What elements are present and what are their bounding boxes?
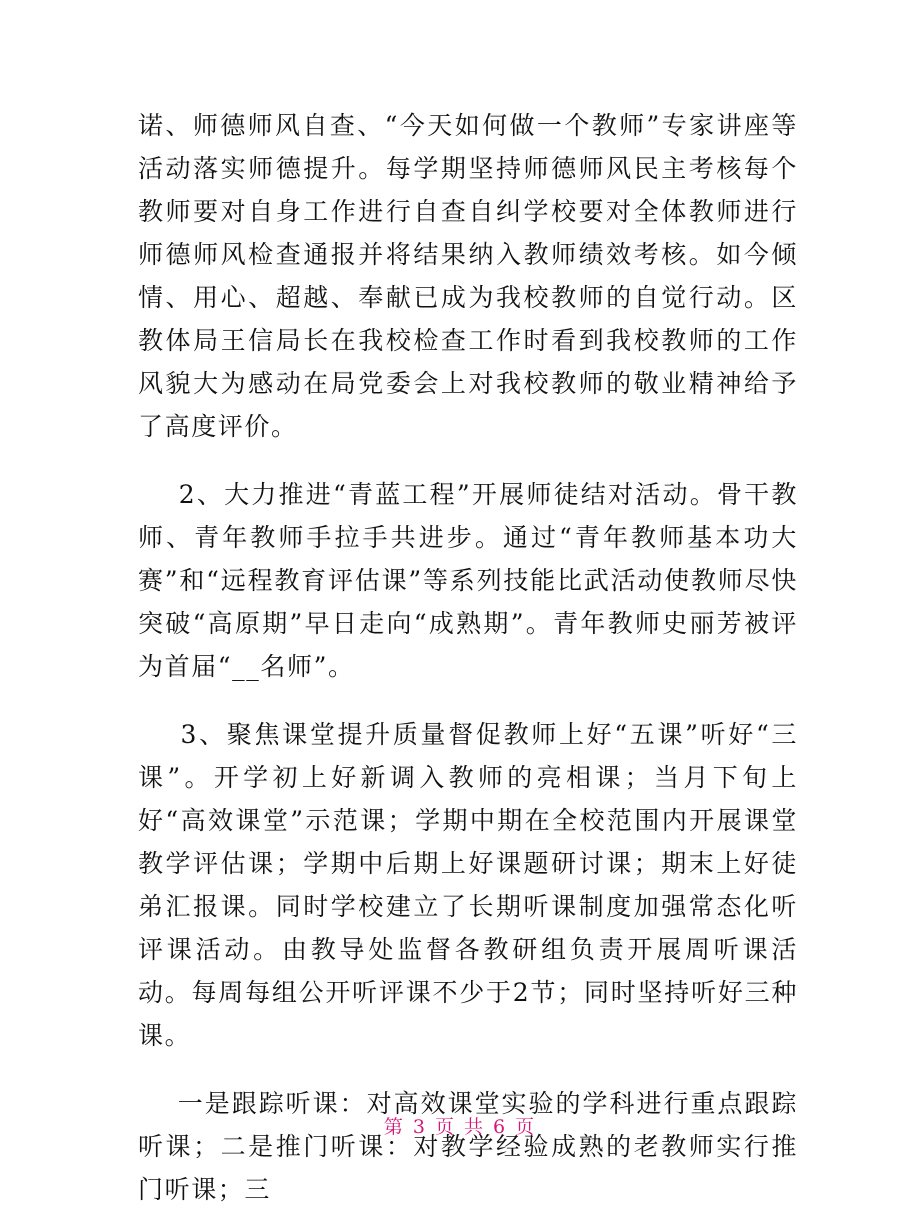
paragraph-4: 一是跟踪听课：对高效课堂实验的学科进行重点跟踪听课；二是推门听课：对教学经验成熟的老教师实行推门听课；三 bbox=[138, 1089, 798, 1204]
document-body bbox=[138, 104, 798, 1211]
paragraph-2: 2、大力推进“青蓝工程”开展师徒结对活动。骨干教师、青年教师手拉手共进步。通过“青年教师基本功大赛”和“远程教育评估课”等系列技能比武活动使教师尽快突破“高原期”早日走向“成熟期”。青年教师史丽芳被评为首届“__名师”。 bbox=[138, 480, 799, 681]
paragraph-1: 诺、师德师风自查、“今天如何做一个教师”专家讲座等活动落实师德提升。每学期坚持师德师风民主考核每个教师要对自身工作进行自查自纠学校要对全体教师进行师德师风检查通报并将结果纳入教师绩效考核。如今倾情、用心、超越、奉献已成为我校教师的自觉行动。区教体局王信局长在我校检查工作时看到我校教师的工作风貌大为感动在局党委会上对我校教师的敬业精神给予了高度评价。 bbox=[138, 111, 798, 441]
paragraph-3: 3、聚焦课堂提升质量督促教师上好“五课”听好“三课”。开学初上好新调入教师的亮相课；当月下旬上好“高效课堂”示范课；学期中期在全校范围内开展课堂教学评估课；学期中后期上好课题研讨课；期末上好徒弟汇报课。同时学校建立了长期听课制度加强常态化听评课活动。由教导处监督各教研组负责开展周听课活动。每周每组公开听评课不少于2节；同时坚持听好三种课。 bbox=[138, 720, 799, 1050]
page-number-footer: 第 3 页 共 6 页 bbox=[383, 1116, 537, 1138]
